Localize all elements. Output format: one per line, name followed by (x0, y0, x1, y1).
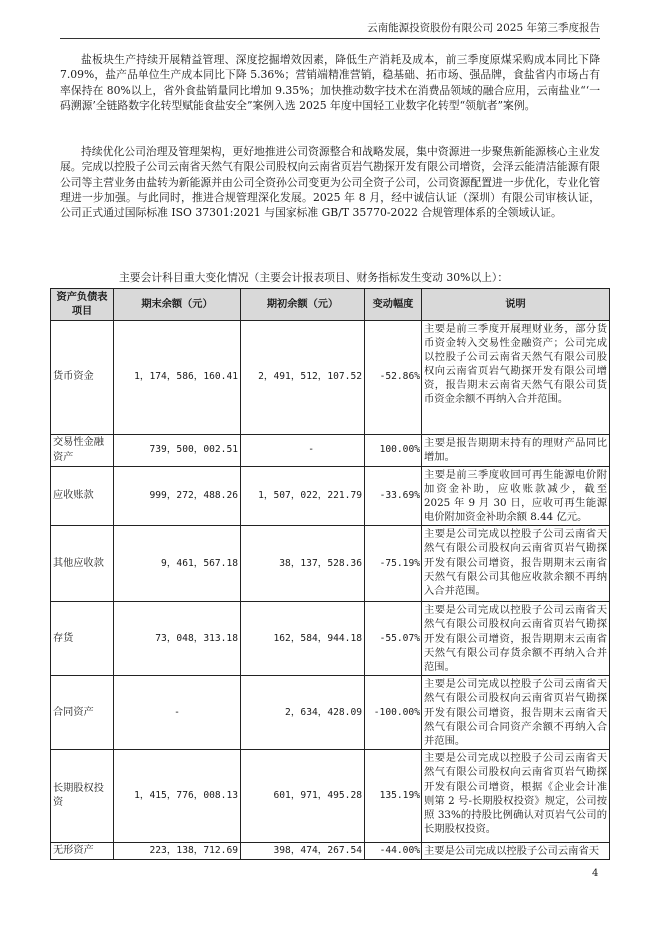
header-item: 资产负债表项目 (51, 289, 114, 321)
row-change: -44.00% (365, 843, 422, 860)
paragraph-governance: 持续优化公司治理及管理架构，更好地推进公司资源整合和战略发展，集中资源进一步聚焦新能源核心主业发展。完成以控股子公司云南省天然气有限公司股权向云南省页岩气勘探开发有限公司增资，会泽云能清洁能源有限公司等主营业务由盐转为新能源并由公司全资孙公司变更为公司全资子公司，公司资源配置进一步优化，专业化管理进一步加强。与此同时，推进合规管理深化发展。2025 年 8 月，经中诚信认证（深圳）有限公司审核认证，公司正式通过国际标准 ISO 37301:2021 与国家标准 GB/T 35770-2022 合规管理体系的全领域认证。 (60, 145, 600, 220)
row-begin-balance: 2，634，428.09 (241, 676, 365, 750)
table-row (51, 467, 610, 526)
row-end-balance: 73，048，313.18 (114, 602, 241, 676)
row-change: -75.19% (365, 526, 422, 602)
paragraph-salt-business: 盐板块生产持续开展精益管理、深度挖掘增效因素，降低生产消耗及成本，前三季度原煤采购成本同比下降 7.09%，盐产品单位生产成本同比下降 5.36%；营销端精准营销，稳基础、拓市场、强品牌，食盐省内市场占有率保持在 80%以上，省外食盐销量同比增加 9.35%；加快推动数字技术在消费品领域的融合应用，云南盐业“‘一码溯源’全链路数字化转型赋能食盐安全”案例入选 2025 年度中国轻工业数字化转型“领航者”案例。 (60, 53, 600, 112)
row-change: -100.00% (365, 676, 422, 750)
row-note: 主要是前三季度开展理财业务，部分货币资金转入交易性金融资产；公司完成以控股子公司云南省天然气有限公司股权向云南省页岩气勘探开发有限公司增资，报告期末云南省天然气有限公司货币资金余额不再纳入合并范围。 (422, 321, 610, 435)
row-note: 主要是公司完成以控股子公司云南省天然气有限公司股权向云南省页岩气勘探开发有限公司增资，报告期期末云南省天然气有限公司其他应收款余额不再纳入合并范围。 (422, 526, 610, 602)
header-end-balance: 期末余额（元） (114, 289, 241, 321)
header-note: 说明 (422, 289, 610, 321)
table-row (51, 843, 610, 860)
row-begin-balance: 2，491，512，107.52 (241, 321, 365, 435)
header-change: 变动幅度 (365, 289, 422, 321)
row-change: -52.86% (365, 321, 422, 435)
row-change: -55.07% (365, 602, 422, 676)
table-row (51, 526, 610, 602)
row-item: 合同资产 (51, 676, 114, 750)
row-item: 其他应收款 (51, 526, 114, 602)
row-end-balance: 739，500，002.51 (114, 435, 241, 467)
row-end-balance: 999，272，488.26 (114, 467, 241, 526)
row-end-balance: - (114, 676, 241, 750)
table-row (51, 321, 610, 435)
row-change: 100.00% (365, 435, 422, 467)
balance-sheet-changes-table (50, 288, 610, 860)
table-row (51, 435, 610, 467)
row-begin-balance: 38，137，528.36 (241, 526, 365, 602)
row-end-balance: 9，461，567.18 (114, 526, 241, 602)
row-begin-balance: 162，584，944.18 (241, 602, 365, 676)
row-item: 长期股权投资 (51, 750, 114, 843)
page-number: 4 (592, 868, 599, 879)
row-note: 主要是报告期期末持有的理财产品同比增加。 (422, 435, 610, 467)
row-note: 主要是公司完成以控股子公司云南省天然气有限公司股权向云南省页岩气勘探开发有限公司增资，报告期期末云南省天然气有限公司存货余额不再纳入合并范围。 (422, 602, 610, 676)
table-row (51, 676, 610, 750)
table-header-row (51, 289, 610, 321)
header-begin-balance: 期初余额（元） (241, 289, 365, 321)
row-begin-balance: 1，507，022，221.79 (241, 467, 365, 526)
row-end-balance: 1，174，586，160.41 (114, 321, 241, 435)
row-begin-balance: 601，971，495.28 (241, 750, 365, 843)
row-change: 135.19% (365, 750, 422, 843)
table-caption: 主要会计科目重大变化情况（主要会计报表项目、财务指标发生变动 30%以上）： (119, 271, 509, 284)
header-title: 云南能源投资股份有限公司 2025 年第三季度报告 (367, 22, 600, 34)
row-note: 主要是公司完成以控股子公司云南省天然气有限公司股权向云南省页岩气勘探开发有限公司增资，报告期末云南省天然气有限公司合同资产余额不再纳入合并范围。 (422, 676, 610, 750)
row-note: 主要是公司完成以控股子公司云南省天然气有限公司股权向云南省页岩气勘探开发有限公司增资，根据《企业会计准则第 2 号-长期股权投资》规定，公司按照 33%的持股比例确认对页岩气公司的长期股权投资。 (422, 750, 610, 843)
row-end-balance: 223，138，712.69 (114, 843, 241, 860)
row-item: 交易性金融资产 (51, 435, 114, 467)
row-begin-balance: 398，474，267.54 (241, 843, 365, 860)
table-row (51, 602, 610, 676)
row-note: 主要是公司完成以控股子公司云南省天 (422, 843, 610, 860)
row-end-balance: 1，415，776，008.13 (114, 750, 241, 843)
page-header (60, 20, 600, 39)
row-note: 主要是前三季度收回可再生能源电价附加资金补助，应收账款减少，截至 2025 年 9 月 30 日，应收可再生能源电价附加资金补助余额 8.44 亿元。 (422, 467, 610, 526)
row-item: 应收账款 (51, 467, 114, 526)
row-item: 货币资金 (51, 321, 114, 435)
table-row (51, 750, 610, 843)
row-item: 存货 (51, 602, 114, 676)
row-change: -33.69% (365, 467, 422, 526)
row-item: 无形资产 (51, 843, 114, 860)
row-begin-balance: - (241, 435, 365, 467)
